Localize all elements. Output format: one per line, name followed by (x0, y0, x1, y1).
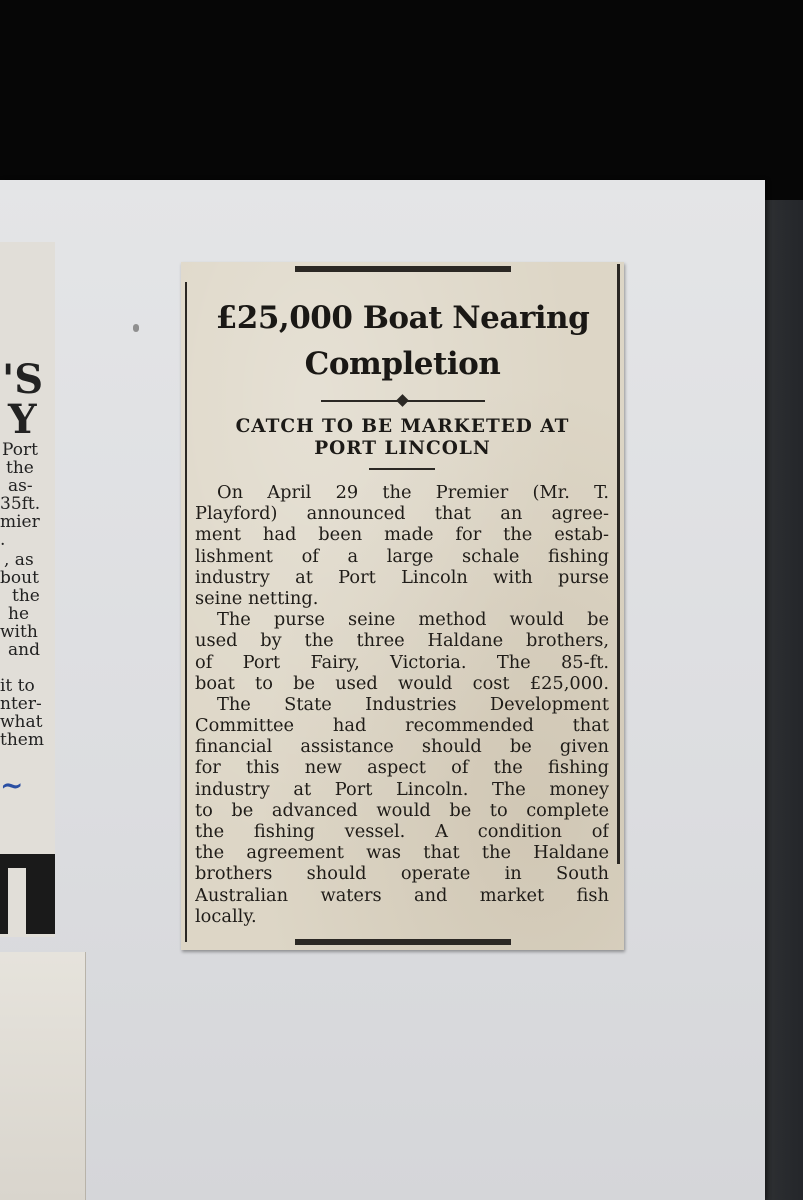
article-line: brothers should operate in South (195, 863, 609, 885)
adjacent-clipping-fragment (0, 242, 55, 937)
fragment-line: 35ft. (0, 494, 41, 514)
lower-adjacent-clipping (0, 952, 86, 1200)
article-line: The State Industries Development (217, 693, 609, 715)
fragment-line: . (0, 530, 6, 550)
fragment-big-letter: 'S (2, 356, 44, 403)
fragment-line: it to (0, 676, 35, 696)
diamond-ornament-icon (396, 394, 409, 407)
page-spot (133, 324, 139, 332)
article-line: Committee had recommended that (195, 715, 609, 737)
fragment-line: he (8, 604, 30, 624)
article-line: the fishing vessel. A condition of (195, 821, 609, 842)
fragment-big-letter: Y (8, 396, 37, 443)
headline-line-2: Completion (304, 346, 501, 382)
article-line: of Port Fairy, Victoria. The 85-ft. (195, 651, 609, 673)
article-line: seine netting. (195, 587, 319, 609)
clipping-top-rule (295, 266, 511, 272)
fragment-line: them (0, 730, 44, 750)
fragment-line: bout (0, 568, 39, 588)
article-line: financial assistance should be given (195, 736, 609, 758)
newspaper-clipping (181, 262, 624, 950)
article-line: used by the three Haldane brothers, (195, 630, 609, 652)
clipping-bottom-rule (295, 939, 511, 945)
article-line: industry at Port Lincoln. The money (195, 778, 609, 800)
fragment-line: as- (8, 476, 33, 496)
article-line: for this new aspect of the fishing (195, 757, 609, 779)
article-line: Australian waters and market fish (195, 884, 609, 906)
article-line: locally. (195, 905, 257, 927)
fragment-line: mier (0, 512, 40, 532)
article-line: On April 29 the Premier (Mr. T. (217, 482, 609, 503)
fragment-line: the (6, 458, 34, 478)
article-line: boat to be used would cost £25,000. (195, 672, 609, 694)
short-divider (369, 468, 435, 470)
article-line: Playford) announced that an agree- (195, 503, 609, 525)
article-body (195, 482, 609, 927)
article-line: the agreement was that the Haldane (195, 842, 609, 864)
headline-line-1: £25,000 Boat Nearing (215, 300, 590, 336)
fragment-line: , as (4, 550, 34, 570)
clipping-border-right (617, 264, 620, 864)
fragment-line: and (8, 640, 40, 660)
clipping-border-left (185, 282, 187, 942)
article-line: ment had been made for the estab- (195, 524, 609, 546)
fragment-line: what (0, 712, 43, 732)
fragment-line: with (0, 622, 38, 642)
article-line: The purse seine method would be (217, 609, 609, 631)
fragment-line: Port (2, 440, 38, 460)
fragment-black-block (0, 854, 55, 934)
subheadline-line-2: PORT LINCOLN (314, 438, 491, 459)
article-line: industry at Port Lincoln with purse (195, 566, 609, 588)
article-line: to be advanced would be to complete (195, 799, 609, 821)
subheadline-line-1: CATCH TO BE MARKETED AT (235, 416, 570, 437)
ornament-divider (321, 396, 485, 406)
fragment-line: nter- (0, 694, 42, 714)
fragment-line: the (12, 586, 40, 606)
blue-ink-mark-icon: ~ (0, 769, 24, 802)
article-line: lishment of a large schale fishing (195, 545, 609, 567)
